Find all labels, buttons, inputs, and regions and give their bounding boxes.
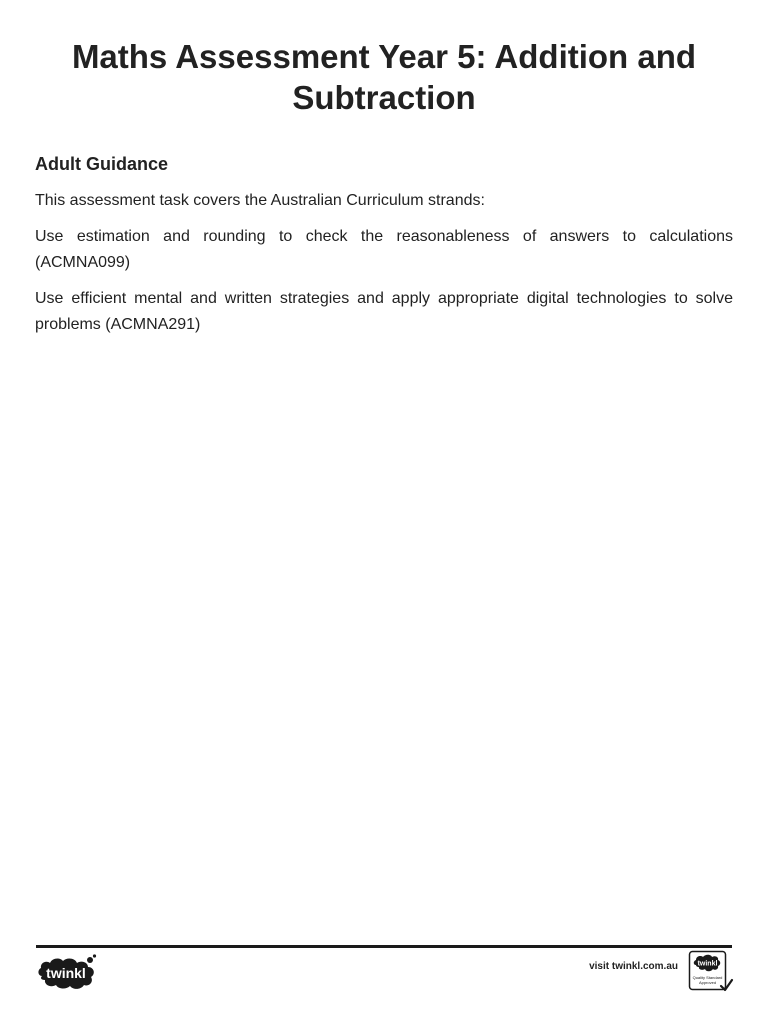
intro-paragraph: This assessment task covers the Australian Curriculum strands: [35, 192, 485, 209]
curriculum-strand-paragraph: Use efficient mental and written strategies and apply appropriate digital technologies to solve problems (ACMNA291) [35, 290, 733, 333]
logo-text: twinkl [46, 965, 86, 981]
badge-line-1: Quality Standard [692, 975, 723, 980]
page-title: Maths Assessment Year 5: Addition and Subtraction [71, 38, 697, 116]
section-heading: Adult Guidance [35, 154, 169, 174]
curriculum-strand-paragraph: Use estimation and rounding to check the reasonableness of answers to calculations (ACMNA099) [35, 228, 733, 271]
badge-brand-text: twinkl [697, 960, 718, 968]
footer-divider [36, 945, 732, 948]
footer-url[interactable]: visit twinkl.com.au [589, 961, 678, 972]
document-body [35, 152, 733, 348]
twinkl-logo [36, 952, 98, 992]
quality-badge-icon [688, 950, 734, 994]
badge-line-2: Approved [698, 980, 717, 985]
